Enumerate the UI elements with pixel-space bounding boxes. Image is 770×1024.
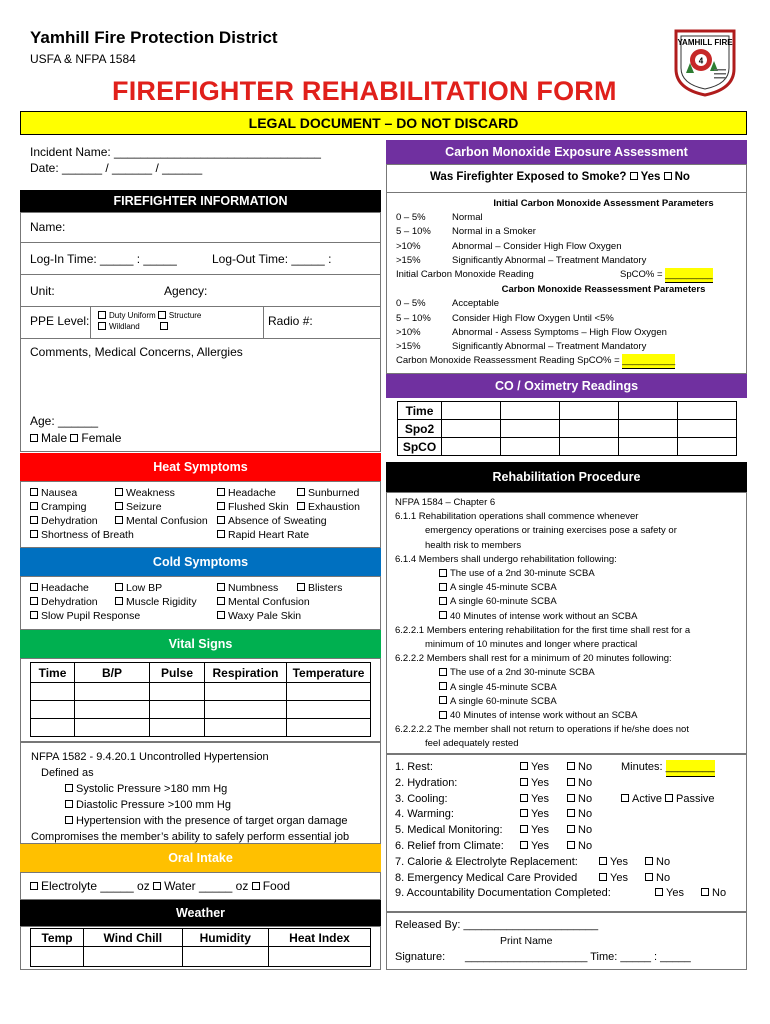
weakness-checkbox[interactable] bbox=[115, 488, 123, 496]
table-row bbox=[31, 947, 371, 967]
oximetry-table bbox=[397, 401, 737, 456]
vitals-col-temperature: Temperature bbox=[287, 663, 371, 683]
oxi-row-spo2: Spo2 bbox=[398, 420, 442, 438]
ff-info-header: FIREFIGHTER INFORMATION bbox=[20, 190, 381, 212]
nfpa1582-box: NFPA 1582 - 9.4.20.1 Uncontrolled Hypertension Defined as Systolic Pressure >180 mm Hg Diastolic Pressure >100 mm Hg Hypertension with the presence of target organ damage Compromises the member’s ability to safely perform essential job bbox=[20, 742, 381, 844]
weather-header: Weather bbox=[20, 900, 381, 926]
reassess-reading-label: Carbon Monoxide Reassessment Reading SpCO% = bbox=[396, 355, 620, 367]
vitals-col-time: Time bbox=[31, 663, 75, 683]
init-spco-field[interactable]: _________ bbox=[665, 268, 713, 283]
co-assessment-header: Carbon Monoxide Exposure Assessment bbox=[386, 140, 747, 164]
male-label: Male bbox=[41, 431, 68, 445]
electrolyte-checkbox[interactable] bbox=[30, 882, 38, 890]
slow-pupil-checkbox[interactable] bbox=[30, 611, 38, 619]
init-reading-label: Initial Carbon Monoxide Reading bbox=[396, 269, 534, 281]
signature-field[interactable]: ____________________ Time: _____ : _____ bbox=[465, 951, 691, 963]
weather-col-heat-index: Heat Index bbox=[269, 929, 371, 947]
weather-col-wind-chill: Wind Chill bbox=[84, 929, 182, 947]
rest-minutes-field[interactable]: ________ bbox=[666, 760, 715, 777]
water-checkbox[interactable] bbox=[153, 882, 161, 890]
comments-field[interactable]: Comments, Medical Concerns, Allergies bbox=[30, 345, 243, 359]
oxi-row-time: Time bbox=[398, 402, 442, 420]
org-standards: USFA & NFPA 1584 bbox=[30, 52, 136, 66]
wildland-label: Wildland bbox=[109, 322, 140, 331]
page-title: FIREFIGHTER REHABILITATION FORM bbox=[112, 76, 617, 106]
oxi-row-spco: SpCO bbox=[398, 438, 442, 456]
numbness-checkbox[interactable] bbox=[217, 583, 225, 591]
mental-confusion-heat-checkbox[interactable] bbox=[115, 516, 123, 524]
active-cooling-checkbox[interactable] bbox=[621, 794, 629, 802]
smoke-yes-checkbox[interactable] bbox=[630, 172, 638, 180]
oral-intake-header: Oral Intake bbox=[20, 844, 381, 872]
vitals-col-pulse: Pulse bbox=[150, 663, 205, 683]
logout-time-field[interactable]: Log-Out Time: _____ : bbox=[212, 252, 332, 266]
logo-number: 4 bbox=[698, 56, 704, 66]
weather-col-temp: Temp bbox=[31, 929, 84, 947]
wildland-checkbox[interactable] bbox=[98, 322, 106, 330]
name-field[interactable]: Name: bbox=[30, 220, 66, 234]
nfpa1582-title: NFPA 1582 - 9.4.20.1 Uncontrolled Hypertension bbox=[31, 751, 269, 763]
structure-label: Structure bbox=[168, 311, 202, 320]
age-field[interactable]: Age: ______ bbox=[30, 414, 99, 428]
print-name-label: Print Name bbox=[500, 935, 553, 947]
reassess-params-title: Carbon Monoxide Reassessment Parameters bbox=[501, 284, 706, 296]
male-checkbox[interactable] bbox=[30, 434, 38, 442]
nfpa1582-defined: Defined as bbox=[41, 767, 94, 779]
headache-heat-checkbox[interactable] bbox=[217, 488, 225, 496]
table-row bbox=[31, 719, 371, 737]
district-logo bbox=[670, 25, 740, 97]
reassess-spco-field[interactable]: __________ bbox=[622, 354, 675, 369]
date-field[interactable]: Date: ______ / ______ / ______ bbox=[30, 161, 203, 175]
female-checkbox[interactable] bbox=[70, 434, 78, 442]
incident-name-field[interactable]: Incident Name: _______________________________ bbox=[30, 145, 321, 159]
table-row bbox=[31, 701, 371, 719]
duty-uniform-label: Duty Uniform bbox=[109, 311, 156, 320]
vital-signs-header: Vital Signs bbox=[20, 630, 381, 658]
radio-field[interactable]: Radio #: bbox=[268, 314, 313, 328]
passive-cooling-checkbox[interactable] bbox=[665, 794, 673, 802]
heat-symptoms-header: Heat Symptoms bbox=[20, 453, 381, 481]
legal-banner: LEGAL DOCUMENT – DO NOT DISCARD bbox=[20, 111, 747, 135]
seizure-checkbox[interactable] bbox=[115, 502, 123, 510]
flushed-skin-checkbox[interactable] bbox=[217, 502, 225, 510]
released-by-field[interactable]: Released By: ______________________ bbox=[395, 919, 599, 931]
low-bp-checkbox[interactable] bbox=[115, 583, 123, 591]
nausea-checkbox[interactable] bbox=[30, 488, 38, 496]
rehab-chapter: NFPA 1584 – Chapter 6 bbox=[395, 497, 496, 508]
vitals-col-bp: B/P bbox=[75, 663, 150, 683]
weather-table bbox=[30, 928, 371, 967]
table-row bbox=[31, 683, 371, 701]
smoke-no-checkbox[interactable] bbox=[664, 172, 672, 180]
headache-cold-checkbox[interactable] bbox=[30, 583, 38, 591]
dehydration-heat-checkbox[interactable] bbox=[30, 516, 38, 524]
init-params-title: Initial Carbon Monoxide Assessment Parameters bbox=[493, 198, 714, 209]
oximetry-header: CO / Oximetry Readings bbox=[386, 374, 747, 398]
food-label: Food bbox=[262, 879, 291, 893]
vital-signs-table bbox=[30, 662, 371, 737]
rapid-heart-rate-checkbox[interactable] bbox=[217, 530, 225, 538]
smoke-exposure-question: Was Firefighter Exposed to Smoke? bbox=[430, 171, 627, 183]
cold-symptoms-header: Cold Symptoms bbox=[20, 548, 381, 576]
login-time-field[interactable]: Log-In Time: _____ : _____ bbox=[30, 252, 177, 266]
food-checkbox[interactable] bbox=[252, 882, 260, 890]
org-name: Yamhill Fire Protection District bbox=[30, 28, 278, 47]
other-ppe-checkbox[interactable] bbox=[160, 322, 168, 330]
electrolyte-field[interactable]: Electrolyte _____ oz bbox=[41, 879, 150, 893]
blisters-checkbox[interactable] bbox=[297, 583, 305, 591]
signature-label: Signature: bbox=[395, 951, 446, 963]
vitals-col-respiration: Respiration bbox=[205, 663, 287, 683]
rehab-procedure-header: Rehabilitation Procedure bbox=[386, 462, 747, 492]
duty-uniform-checkbox[interactable] bbox=[98, 311, 106, 319]
ppe-label: PPE Level: bbox=[30, 314, 90, 328]
logo-text: YAMHILL FIRE bbox=[677, 38, 733, 47]
cramping-checkbox[interactable] bbox=[30, 502, 38, 510]
sunburned-checkbox[interactable] bbox=[297, 488, 305, 496]
weather-col-humidity: Humidity bbox=[182, 929, 269, 947]
structure-checkbox[interactable] bbox=[158, 311, 166, 319]
female-label: Female bbox=[81, 431, 122, 445]
absence-of-sweating-checkbox[interactable] bbox=[217, 516, 225, 524]
muscle-rigidity-checkbox[interactable] bbox=[115, 597, 123, 605]
water-field[interactable]: Water _____ oz bbox=[164, 879, 249, 893]
shortness-of-breath-checkbox[interactable] bbox=[30, 530, 38, 538]
agency-field[interactable]: Agency: bbox=[164, 284, 208, 298]
dehydration-cold-checkbox[interactable] bbox=[30, 597, 38, 605]
exhaustion-checkbox[interactable] bbox=[297, 502, 305, 510]
unit-field[interactable]: Unit: bbox=[30, 284, 55, 298]
mental-confusion-cold-checkbox[interactable] bbox=[217, 597, 225, 605]
waxy-pale-skin-checkbox[interactable] bbox=[217, 611, 225, 619]
